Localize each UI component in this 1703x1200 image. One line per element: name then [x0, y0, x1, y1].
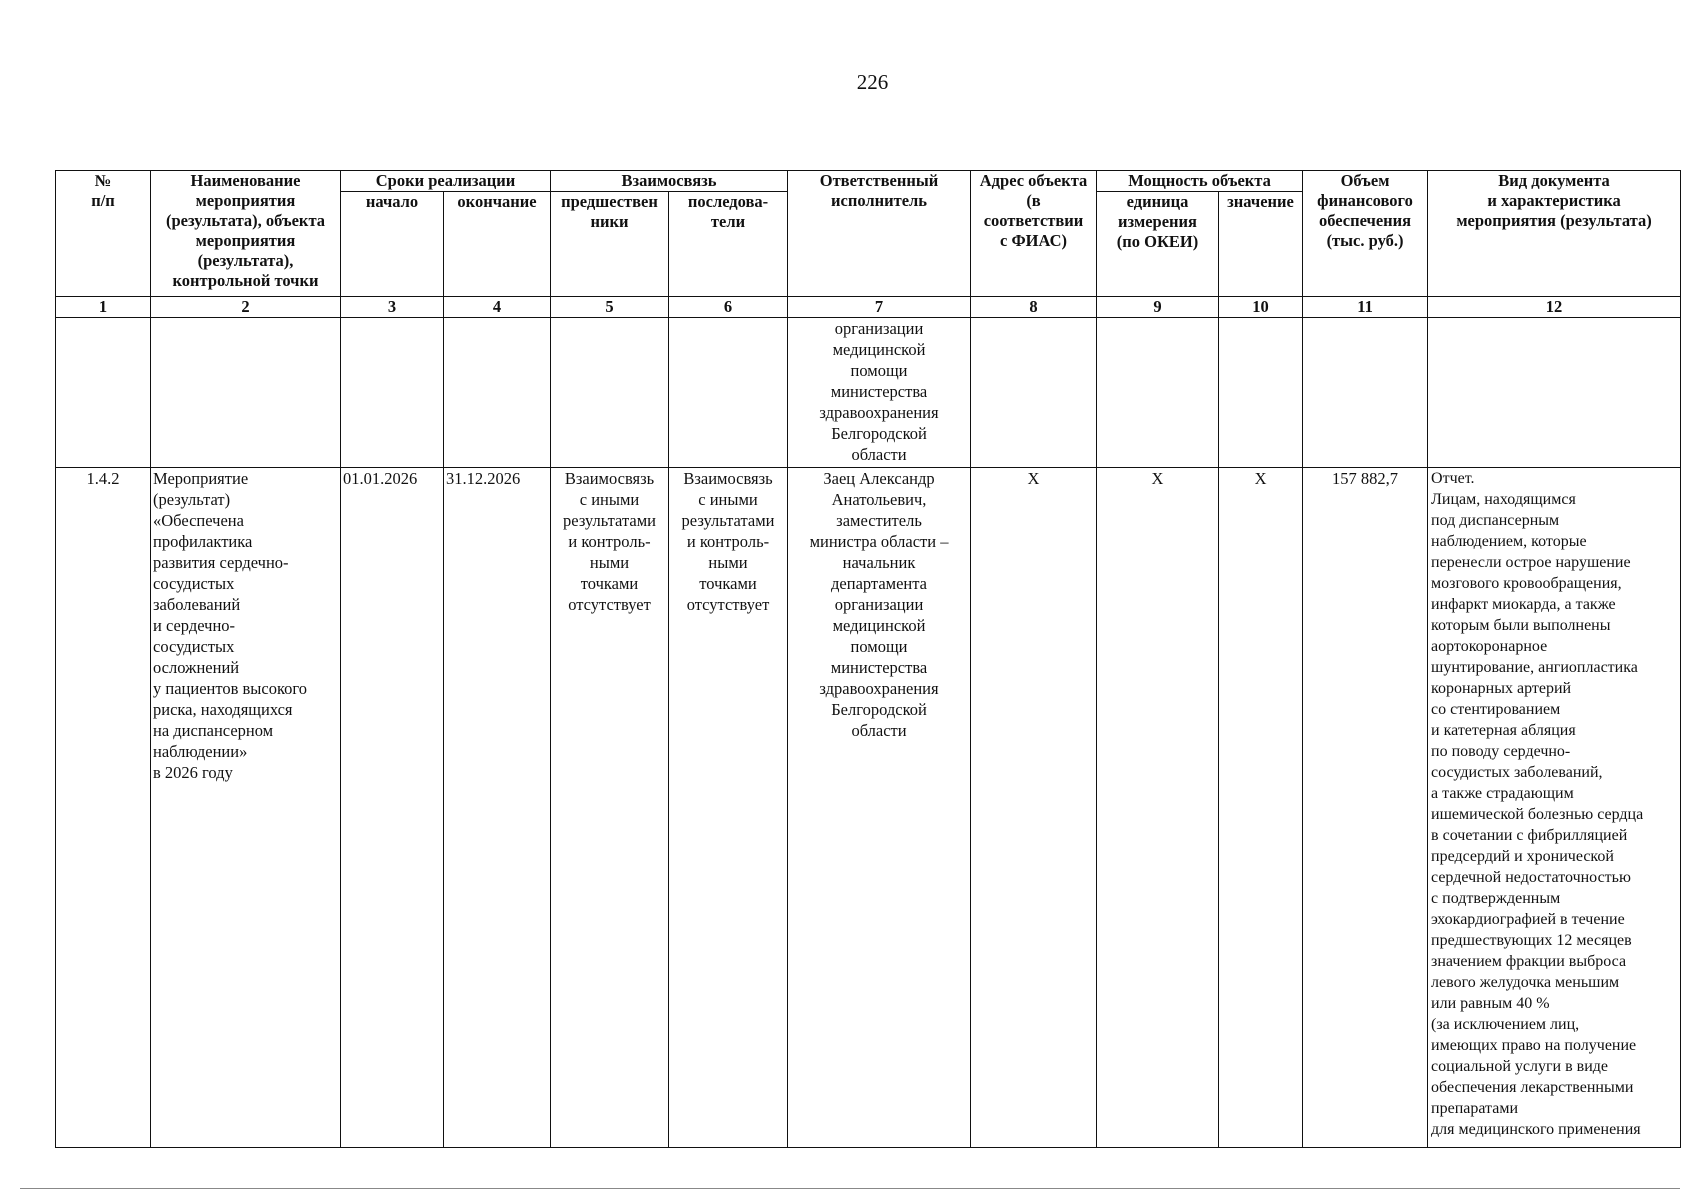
- column-number-row: [56, 297, 1681, 318]
- row-value: X: [1219, 468, 1303, 1148]
- activities-table: [55, 170, 1681, 1148]
- row-doc: Отчет. Лицам, находящимся под диспансерным наблюдением, которые перенесли острое нарушение мозгового кровообращения, инфаркт миокарда, а также которым были выполнены аортокоронарное шунтирование, ангиопластика коронарных артерий со стентированием и катетерная абляция по поводу сердечно- сосудистых заболеваний, а также страдающим ишемической болезнью сердца в сочетании с фибрилляцией предсердий и хронической сердечной недостаточностью с подтвержденным эхокардиографией в течение предшествующих 12 месяцев значением фракции выброса левого желудочка меньшим или равным 40 % (за исключением лиц, имеющих право на получение социальной услуги в виде обеспечения лекарственными препаратами для медицинского применения: [1428, 468, 1681, 1148]
- column-number: 3: [341, 297, 444, 318]
- header-capacity: Мощность объекта: [1097, 171, 1303, 192]
- bottom-rule: [20, 1188, 1680, 1189]
- column-number: 12: [1428, 297, 1681, 318]
- header-relation: Взаимосвязь: [551, 171, 788, 192]
- row-funding: 157 882,7: [1303, 468, 1428, 1148]
- column-number: 5: [551, 297, 669, 318]
- column-number: 11: [1303, 297, 1428, 318]
- cell-empty: [341, 318, 444, 468]
- header-value: значение: [1219, 192, 1303, 297]
- cell-empty: [1097, 318, 1219, 468]
- row-num: 1.4.2: [56, 468, 151, 1148]
- header-name: Наименование мероприятия (результата), объекта мероприятия (результата), контрольной точки: [151, 171, 341, 297]
- table-row: [56, 468, 1681, 1148]
- cell-empty: [1428, 318, 1681, 468]
- cell-empty: [151, 318, 341, 468]
- column-number: 10: [1219, 297, 1303, 318]
- column-number: 8: [971, 297, 1097, 318]
- row-unit: X: [1097, 468, 1219, 1148]
- header-row-1: [56, 171, 1681, 192]
- header-responsible: Ответственный исполнитель: [788, 171, 971, 297]
- continuation-row: [56, 318, 1681, 468]
- cell-empty: [1219, 318, 1303, 468]
- cell-empty: [971, 318, 1097, 468]
- header-funding: Объем финансового обеспечения (тыс. руб.): [1303, 171, 1428, 297]
- cell-empty: [1303, 318, 1428, 468]
- row-responsible: Заец Александр Анатольевич, заместитель министра области – начальник департамента организации медицинской помощи министерства здравоохранения Белгородской области: [788, 468, 971, 1148]
- row-pred: Взаимосвязь с иными результатами и контроль- ными точками отсутствует: [551, 468, 669, 1148]
- header-unit: единица измерения (по ОКЕИ): [1097, 192, 1219, 297]
- header-address: Адрес объекта (в соответствии с ФИАС): [971, 171, 1097, 297]
- row-address: X: [971, 468, 1097, 1148]
- cell-empty: [551, 318, 669, 468]
- column-number: 6: [669, 297, 788, 318]
- row-name: Мероприятие (результат) «Обеспечена профилактика развития сердечно- сосудистых заболеваний и сердечно- сосудистых осложнений у пациентов высокого риска, находящихся на диспансерном наблюдении» в 2026 году: [151, 468, 341, 1148]
- header-pred: предшествен ники: [551, 192, 669, 297]
- row-start: 01.01.2026: [341, 468, 444, 1148]
- header-succ: последова- тели: [669, 192, 788, 297]
- column-number: 1: [56, 297, 151, 318]
- column-number: 4: [444, 297, 551, 318]
- header-terms: Сроки реализации: [341, 171, 551, 192]
- header-num: № п/п: [56, 171, 151, 297]
- page-number: 226: [856, 70, 889, 94]
- continuation-responsible: организации медицинской помощи министерства здравоохранения Белгородской области: [788, 318, 971, 468]
- header-doc: Вид документа и характеристика мероприятия (результата): [1428, 171, 1681, 297]
- cell-empty: [669, 318, 788, 468]
- column-number: 2: [151, 297, 341, 318]
- row-succ: Взаимосвязь с иными результатами и контроль- ными точками отсутствует: [669, 468, 788, 1148]
- column-number: 7: [788, 297, 971, 318]
- column-number: 9: [1097, 297, 1219, 318]
- row-end: 31.12.2026: [444, 468, 551, 1148]
- cell-empty: [444, 318, 551, 468]
- cell-empty: [56, 318, 151, 468]
- header-end: окончание: [444, 192, 551, 297]
- header-start: начало: [341, 192, 444, 297]
